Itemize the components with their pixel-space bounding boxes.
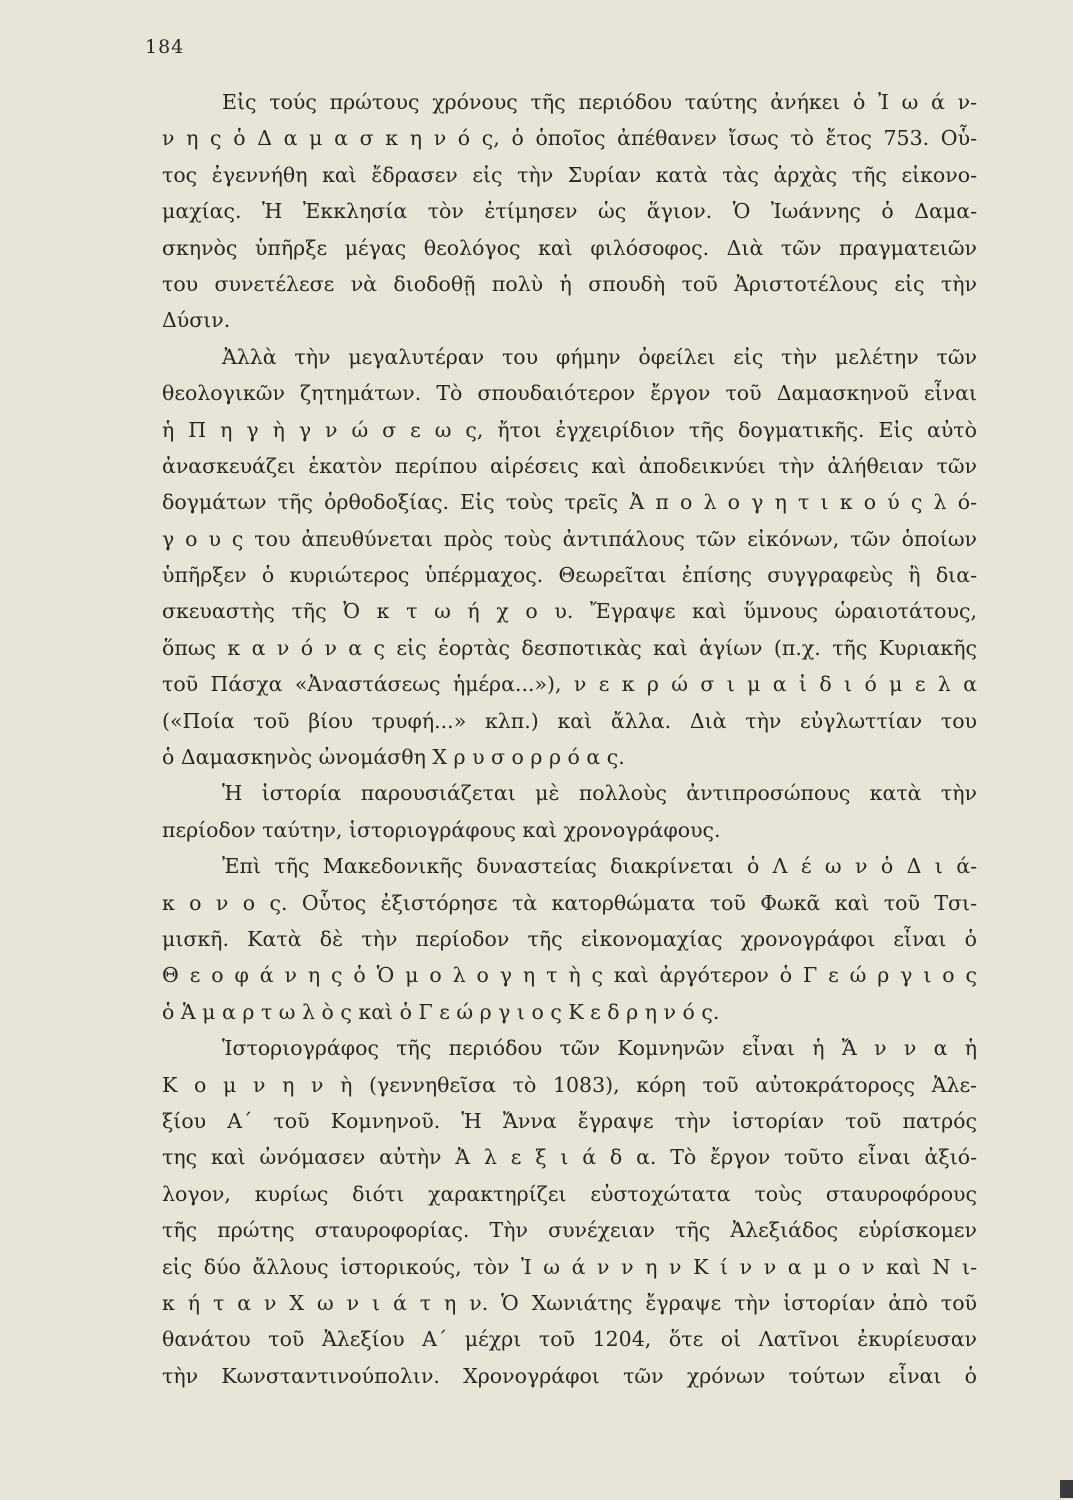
text-line: τος ἐγεννήθη καὶ ἔδρασεν εἰς τὴν Συρίαν κατὰ τὰς ἀρχὰς τῆς εἰκονο- xyxy=(162,162,977,187)
text-line: Ἱστοριογράφος τῆς περιόδου τῶν Κομνηνῶν εἶναι ἡ Ἄ ν ν α ἡ xyxy=(222,1036,977,1061)
text-line: ὁ Ἁ μ α ρ τ ω λ ὸ ς καὶ ὁ Γ ε ώ ρ γ ι ο ς Κ ε δ ρ η ν ό ς. xyxy=(162,999,720,1024)
text-line: Εἰς τούς πρώτους χρόνους τῆς περιόδου ταύτης ἀνήκει ὁ Ἰ ω ά ν- xyxy=(222,90,977,114)
text-line: μισκῆ. Κατὰ δὲ τὴν περίοδον τῆς εἰκονομαχίας χρονογράφοι εἶναι ὁ xyxy=(162,926,977,951)
text-line: Ἡ ἱστορία παρουσιάζεται μὲ πολλοὺς ἀντιπροσώπους κατὰ τὴν xyxy=(222,781,977,806)
text-line: κ ή τ α ν Χ ω ν ι ά τ η ν. Ὁ Χωνιάτης ἔγραψε τὴν ἱστορίαν ἀπὸ τοῦ xyxy=(162,1290,977,1315)
text-line: τῆς πρώτης σταυροφορίας. Τὴν συνέχειαν τῆς Ἀλεξιάδος εὑρίσκομεν xyxy=(162,1218,977,1243)
text-line: («Ποία τοῦ βίου τρυφή...» κλπ.) καὶ ἄλλα. Διὰ τὴν εὐγλωττίαν του xyxy=(162,708,977,733)
text-line: Ἐπὶ τῆς Μακεδονικῆς δυναστείας διακρίνεται ὁ Λ έ ω ν ὁ Δ ι ά- xyxy=(222,854,977,879)
text-line: ὑπῆρξεν ὁ κυριώτερος ὑπέρμαχος. Θεωρεῖται ἐπίσης συγγραφεὺς ἢ δια- xyxy=(162,563,977,588)
text-line: σκευαστὴς τῆς Ὀ κ τ ω ή χ ο υ. Ἔγραψε καὶ ὕμνους ὡραιοτάτους, xyxy=(162,599,977,624)
text-line: εἰς δύο ἄλλους ἱστορικούς, τὸν Ἰ ω ά ν ν η ν Κ ί ν ν α μ ο ν καὶ Ν ι- xyxy=(162,1254,977,1279)
text-line: σκηνὸς ὑπῆρξε μέγας θεολόγος καὶ φιλόσοφος. Διὰ τῶν πραγματειῶν xyxy=(162,235,977,260)
text-line: ὅπως κ α ν ό ν α ς εἰς ἑορτὰς δεσποτικὰς καὶ ἁγίων (π.χ. τῆς Κυριακῆς xyxy=(162,635,977,660)
text-line: τὴν Κωνσταντινούπολιν. Χρονογράφοι τῶν χρόνων τούτων εἶναι ὁ xyxy=(162,1363,977,1388)
text-line: μαχίας. Ἡ Ἐκκλησία τὸν ἐτίμησεν ὡς ἅγιον. Ὁ Ἰωάννης ὁ Δαμα- xyxy=(162,199,977,224)
text-line: Θ ε ο φ ά ν η ς ὁ Ὁ μ ο λ ο γ η τ ὴ ς καὶ ἀργότερον ὁ Γ ε ώ ρ γ ι ο ς xyxy=(162,963,977,988)
text-line: γ ο υ ς του ἀπευθύνεται πρὸς τοὺς ἀντιπάλους τῶν εἰκόνων, τῶν ὁποίων xyxy=(162,526,977,551)
text-line: ἡ Π η γ ὴ γ ν ώ σ ε ω ς, ἤτοι ἐγχειρίδιον τῆς δογματικῆς. Εἰς αὐτὸ xyxy=(162,417,977,442)
text-line: ξίου Α΄ τοῦ Κομνηνοῦ. Ἡ Ἄννα ἔγραψε τὴν ἱστορίαν τοῦ πατρός xyxy=(162,1108,977,1133)
text-line: λογον, κυρίως διότι χαρακτηρίζει εὐστοχώτατα τοὺς σταυροφόρους xyxy=(162,1181,977,1206)
text-line: ἀνασκευάζει ἑκατὸν περίπου αἱρέσεις καὶ ἀποδεικνύει τὴν ἀλήθειαν τῶν xyxy=(162,453,977,478)
text-line: περίοδον ταύτην, ἱστοριογράφους καὶ χρονογράφους. xyxy=(162,817,721,842)
text-line: θεολογικῶν ζητημάτων. Τὸ σπουδαιότερον ἔργον τοῦ Δαμασκηνοῦ εἶναι xyxy=(162,381,977,406)
text-line: ὁ Δαμασκηνὸς ὠνομάσθη Χ ρ υ σ ο ρ ρ ό α ς. xyxy=(162,745,625,770)
text-line: θανάτου τοῦ Ἀλεξίου Α΄ μέχρι τοῦ 1204, ὅτε οἱ Λατῖνοι ἐκυρίευσαν xyxy=(162,1327,977,1352)
text-line: Κ ο μ ν η ν ὴ (γεννηθεῖσα τὸ 1083), κόρη τοῦ αὐτοκράτοροςς Ἀλε- xyxy=(162,1072,977,1097)
text-line: Ἀλλὰ τὴν μεγαλυτέραν του φήμην ὀφείλει εἰς τὴν μελέτην τῶν xyxy=(222,344,977,369)
text-line: δογμάτων τῆς ὀρθοδοξίας. Εἰς τοὺς τρεῖς Ἀ π ο λ ο γ η τ ι κ ο ύ ς λ ό- xyxy=(162,490,977,515)
text-line: ν η ς ὁ Δ α μ α σ κ η ν ό ς, ὁ ὁποῖος ἀπέθανεν ἴσως τὸ ἔτος 753. Οὗ- xyxy=(162,126,977,151)
scan-edge-mark xyxy=(1060,1480,1073,1498)
text-line: Δύσιν. xyxy=(162,308,231,333)
body-text xyxy=(162,84,977,1394)
page-number: 184 xyxy=(145,36,185,58)
text-line: τοῦ Πάσχα «Ἀναστάσεως ἡμέρα...»), ν ε κ ρ ώ σ ι μ α ἰ δ ι ό μ ε λ α xyxy=(162,672,977,697)
text-line: κ ο ν ο ς. Οὗτος ἐξιστόρησε τὰ κατορθώματα τοῦ Φωκᾶ καὶ τοῦ Τσι- xyxy=(162,890,977,915)
text-line: του συνετέλεσε νὰ διοδοθῇ πολὺ ἡ σπουδὴ τοῦ Ἀριστοτέλους εἰς τὴν xyxy=(162,271,977,296)
text-line: της καὶ ὠνόμασεν αὐτὴν Ἀ λ ε ξ ι ά δ α. Τὸ ἔργον τοῦτο εἶναι ἀξιό- xyxy=(162,1145,977,1170)
